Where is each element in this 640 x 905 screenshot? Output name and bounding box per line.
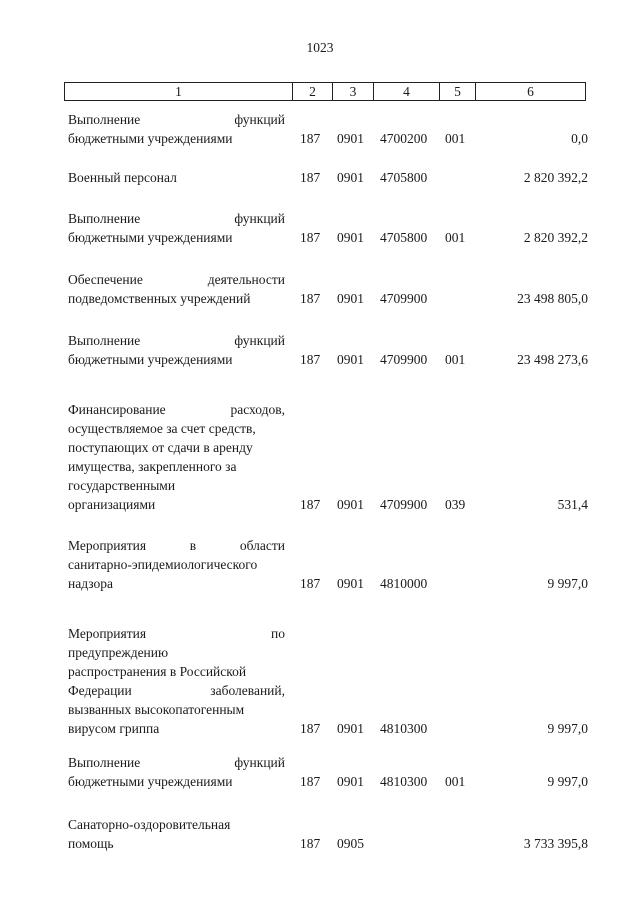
page-number: 1023 xyxy=(306,40,334,55)
header-col-5: 5 xyxy=(440,83,476,100)
description-line: бюджетными учреждениями xyxy=(68,774,233,789)
table-row xyxy=(68,753,588,791)
description-line: Мероприятия по xyxy=(68,626,285,641)
row-description xyxy=(68,209,285,247)
description-line: Федерации заболеваний, xyxy=(68,683,285,698)
cell-col-3: 0901 xyxy=(337,131,364,146)
description-line: организациями xyxy=(68,497,156,512)
description-line: Выполнение функций xyxy=(68,112,285,127)
header-col-3: 3 xyxy=(333,83,374,100)
cell-col-3: 0901 xyxy=(337,576,364,591)
table-row xyxy=(68,209,588,247)
cell-col-2: 187 xyxy=(300,497,321,512)
cell-col-5: 001 xyxy=(445,230,466,245)
description-line: Выполнение функций xyxy=(68,755,285,770)
row-description xyxy=(68,110,285,148)
description-line: надзора xyxy=(68,576,113,591)
row-description xyxy=(68,753,285,791)
description-line: помощь xyxy=(68,836,114,851)
cell-col-2: 187 xyxy=(300,774,321,789)
cell-col-4: 4709900 xyxy=(380,291,428,306)
cell-col-3: 0901 xyxy=(337,774,364,789)
cell-col-6: 9 997,0 xyxy=(547,774,588,789)
cell-col-3: 0901 xyxy=(337,497,364,512)
description-line: бюджетными учреждениями xyxy=(68,230,233,245)
cell-col-2: 187 xyxy=(300,131,321,146)
row-description xyxy=(68,815,285,853)
description-line: санитарно-эпидемиологического xyxy=(68,557,258,572)
row-description xyxy=(68,536,285,593)
table-row xyxy=(68,110,588,148)
description-line: Военный персонал xyxy=(68,170,177,185)
row-description xyxy=(68,331,285,369)
description-line: Санаторно-оздоровительная xyxy=(68,817,231,832)
cell-col-5: 001 xyxy=(445,352,466,367)
cell-col-6: 2 820 392,2 xyxy=(523,170,588,185)
header-col-6: 6 xyxy=(527,84,534,99)
description-line: государственными xyxy=(68,478,176,493)
table-row xyxy=(68,815,588,853)
description-line: Выполнение функций xyxy=(68,211,285,226)
cell-col-5: 001 xyxy=(445,131,466,146)
cell-col-4: 4810300 xyxy=(380,774,428,789)
cell-col-3: 0901 xyxy=(337,170,364,185)
cell-col-4: 4700200 xyxy=(380,131,428,146)
cell-col-2: 187 xyxy=(300,836,321,851)
cell-col-4: 4705800 xyxy=(380,170,428,185)
description-line: осуществляемое за счет средств, xyxy=(68,421,256,436)
cell-col-6: 0,0 xyxy=(571,131,588,146)
description-line: бюджетными учреждениями xyxy=(68,352,233,367)
cell-col-2: 187 xyxy=(300,170,321,185)
row-description xyxy=(68,168,285,187)
header-col-4: 4 xyxy=(374,83,440,100)
cell-col-2: 187 xyxy=(300,230,321,245)
cell-col-6: 9 997,0 xyxy=(547,576,588,591)
cell-col-3: 0905 xyxy=(337,836,364,851)
row-description xyxy=(68,624,285,738)
description-line: подведомственных учреждений xyxy=(68,291,251,306)
cell-col-4: 4709900 xyxy=(380,352,428,367)
cell-col-2: 187 xyxy=(300,576,321,591)
description-line: предупреждению xyxy=(68,645,169,660)
table-row xyxy=(68,331,588,369)
description-line: имущества, закрепленного за xyxy=(68,459,237,474)
cell-col-3: 0901 xyxy=(337,721,364,736)
cell-col-5: 001 xyxy=(445,774,466,789)
header-col-2: 2 xyxy=(293,83,333,100)
table-row xyxy=(68,168,588,187)
description-line: распространения в Российской xyxy=(68,664,247,679)
cell-col-3: 0901 xyxy=(337,352,364,367)
cell-col-6: 531,4 xyxy=(557,497,588,512)
cell-col-2: 187 xyxy=(300,721,321,736)
table-row xyxy=(68,624,588,738)
cell-col-2: 187 xyxy=(300,352,321,367)
description-line: вирусом гриппа xyxy=(68,721,160,736)
cell-col-5: 039 xyxy=(445,497,466,512)
row-description xyxy=(68,400,285,514)
cell-col-6: 3 733 395,8 xyxy=(523,836,588,851)
header-col-1: 1 xyxy=(65,83,293,100)
description-line: бюджетными учреждениями xyxy=(68,131,233,146)
cell-col-4: 4705800 xyxy=(380,230,428,245)
row-description xyxy=(68,270,285,308)
description-line: Выполнение функций xyxy=(68,333,285,348)
description-line: Финансирование расходов, xyxy=(68,402,285,417)
description-line: Мероприятия в области xyxy=(68,538,285,553)
description-line: поступающих от сдачи в аренду xyxy=(68,440,253,455)
cell-col-4: 4810300 xyxy=(380,721,428,736)
description-line: вызванных высокопатогенным xyxy=(68,702,245,717)
table-header xyxy=(64,82,586,101)
description-line: Обеспечение деятельности xyxy=(68,272,285,287)
cell-col-6: 23 498 273,6 xyxy=(517,352,588,367)
table-row xyxy=(68,270,588,308)
table-row xyxy=(68,400,588,514)
cell-col-6: 9 997,0 xyxy=(547,721,588,736)
cell-col-2: 187 xyxy=(300,291,321,306)
cell-col-6: 23 498 805,0 xyxy=(517,291,588,306)
cell-col-4: 4709900 xyxy=(380,497,428,512)
cell-col-3: 0901 xyxy=(337,291,364,306)
cell-col-4: 4810000 xyxy=(380,576,428,591)
table-row xyxy=(68,536,588,593)
cell-col-6: 2 820 392,2 xyxy=(523,230,588,245)
cell-col-3: 0901 xyxy=(337,230,364,245)
